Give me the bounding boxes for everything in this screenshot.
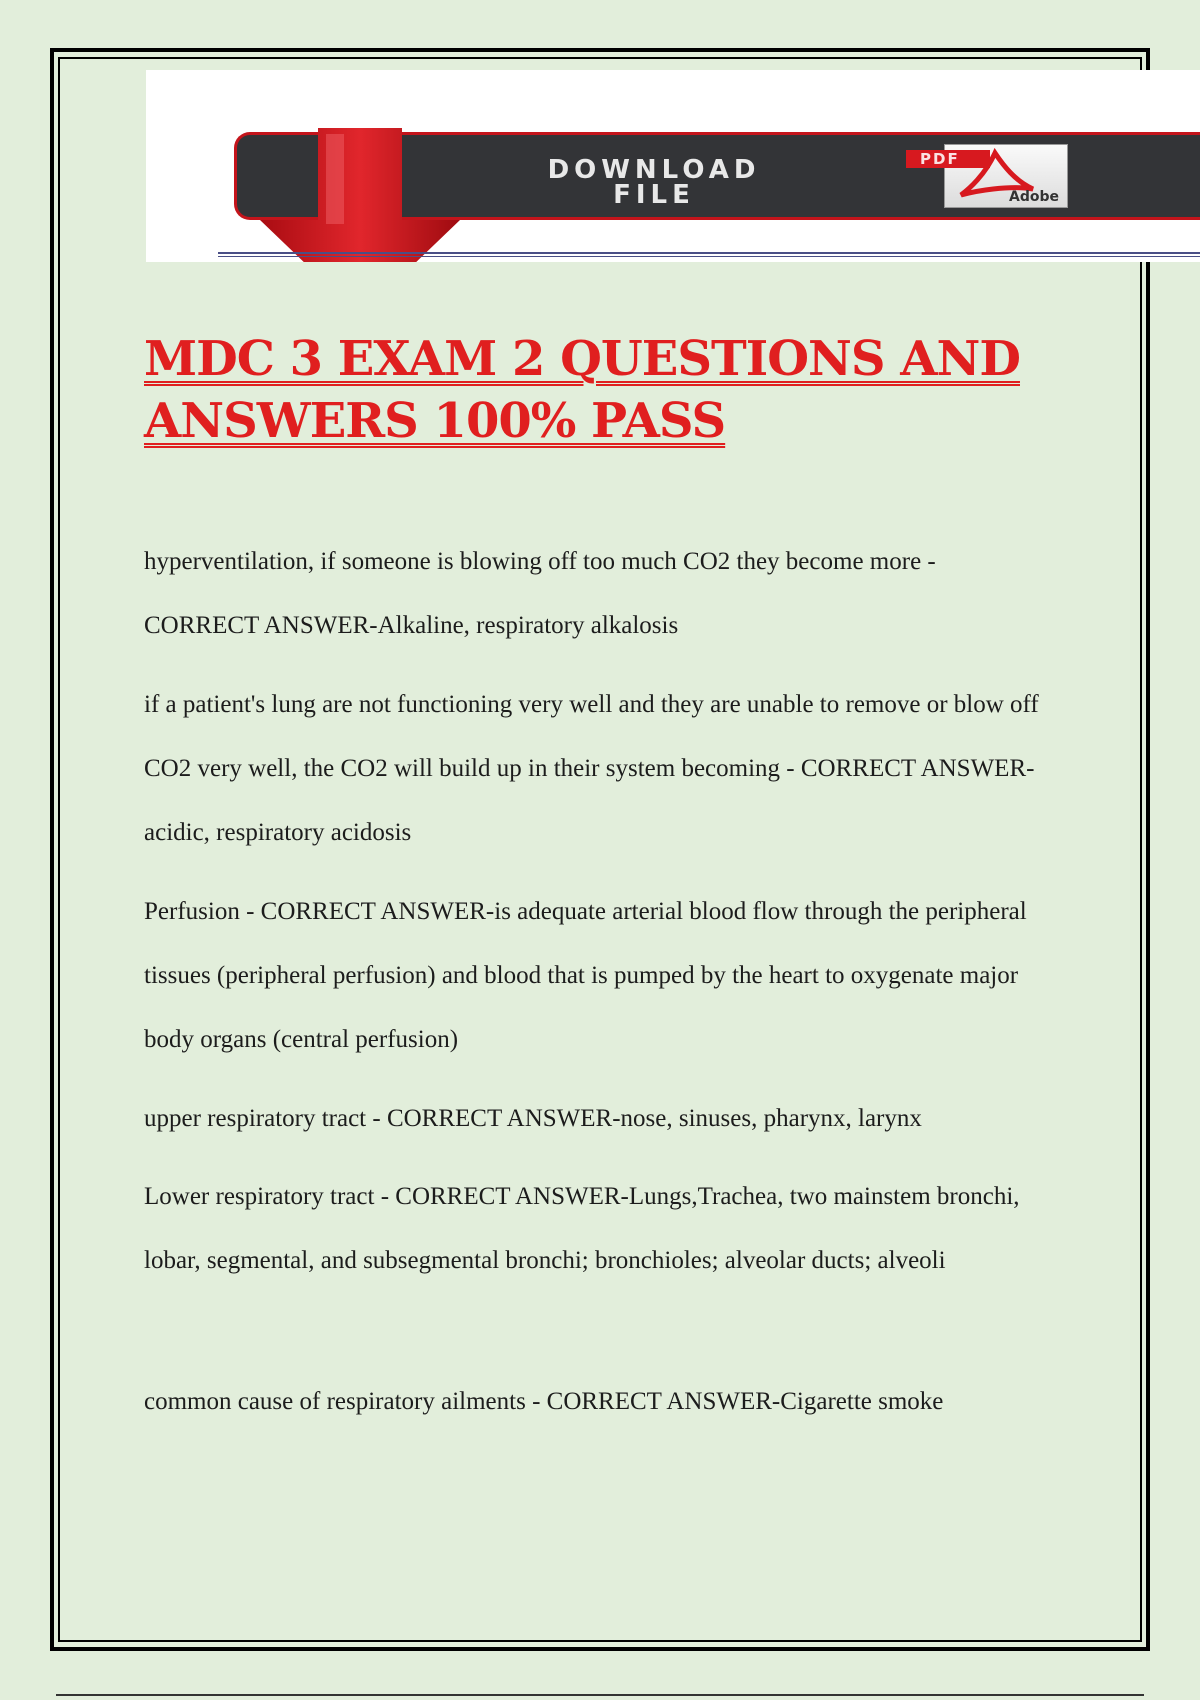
qa-item: common cause of respiratory ailments - CORRECT ANSWER-Cigarette smoke (144, 1388, 944, 1415)
adobe-label: Adobe (1009, 189, 1059, 205)
document-title (144, 328, 1104, 452)
qa-item: Lower respiratory tract - CORRECT ANSWER-Lungs,Trachea, two mainstem bronchi, lobar, segmental, and subsegmental bronchi; bronchioles; alveolar ducts; alveoli (144, 1183, 1020, 1274)
pdf-tag: PDF (906, 150, 990, 168)
download-label-line2: FILE (613, 180, 695, 210)
pdf-adobe-icon (906, 144, 1071, 214)
qa-item: hyperventilation, if someone is blowing off too much CO2 they become more - CORRECT ANSWER-Alkaline, respiratory alkalosis (144, 548, 936, 639)
download-label (464, 155, 844, 210)
qa-item: if a patient's lung are not functioning very well and they are unable to remove or blow off CO2 very well, the CO2 will build up in their system becoming - CORRECT ANSWER-acidic, respiratory acidosis (144, 691, 1039, 846)
qa-item: upper respiratory tract - CORRECT ANSWER-nose, sinuses, pharynx, larynx (144, 1105, 922, 1132)
banner-underline (218, 252, 1200, 257)
qa-item: Perfusion - CORRECT ANSWER-is adequate arterial blood flow through the peripheral tissues (peripheral perfusion) and blood that is pumped by the heart to oxygenate major body organs (central perfusion) (144, 898, 1027, 1053)
footer-rule (56, 1694, 1144, 1696)
document-title-text: MDC 3 EXAM 2 QUESTIONS AND ANSWERS 100% PASS (144, 331, 1020, 449)
download-label-line1: DOWNLOAD (547, 155, 761, 185)
download-banner[interactable] (146, 70, 1200, 262)
download-arrow-icon (260, 128, 460, 262)
